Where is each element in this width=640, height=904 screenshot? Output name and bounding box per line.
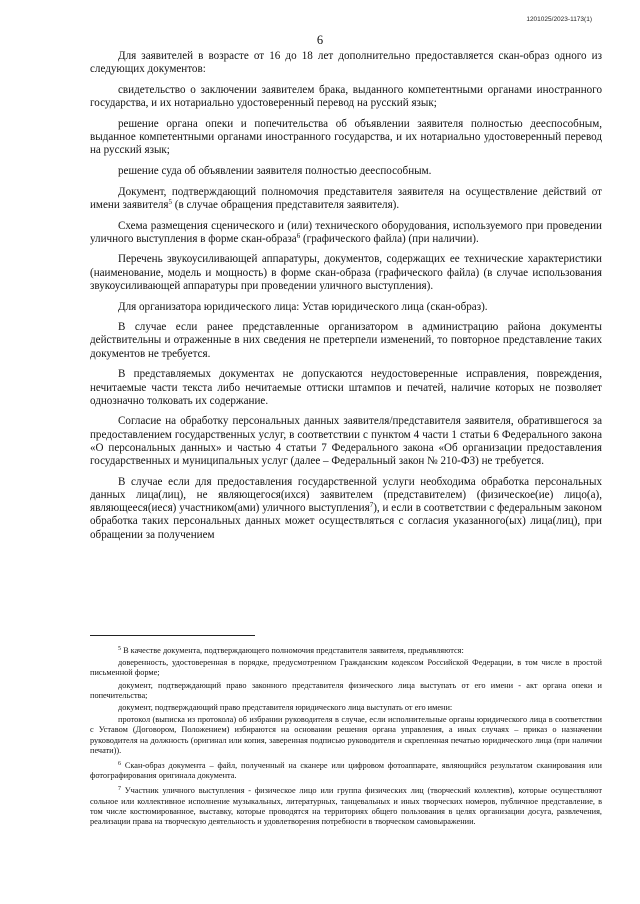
paragraph-equipment-scheme [90,220,602,246]
footnote-5-item: протокол (выписка из протокола) об избрании руководителя в случае, если исполнительные органы юридического лица в соответствии с Уставом (Договором, Положением) избираются на основании решения органа управления, а иных случаях – приказ о назначении руководителя на должность (оригинал или копия, заверенная подписью руководителя и скрепленная печатью юридического лица (при наличии печати)). [90,715,602,755]
paragraph-marriage-certificate: свидетельство о заключении заявителем брака, выданного компетентными органами иностранного государства, и их нотариально удостоверенный перевод на русский язык; [90,83,602,110]
footnotes [90,646,602,829]
paragraph-tail: (графического файла) (при наличии). [300,232,479,245]
footnote-separator [90,635,255,636]
page-number: 6 [316,33,324,47]
paragraph-sound-equipment-list: Перечень звукоусиливающей аппаратуры, документов, содержащих ее технические характеристики (наименование, модель и мощность) в форме скан-образа (графического файла) (в случае использования звукоусиливающей аппаратуры при проведении уличного выступления). [90,253,602,292]
paragraph-text: В случае если для предоставления государственной услуги необходима обработка персональных данных лица(лиц), не являющегося(ихся) заявителем (представителем) (физическое(ие) лицо(а), являющееся(иеся) участником(ами) уличного выступления [90,475,602,515]
paragraph-tail: (в случае обращения представителя заявителя). [172,198,400,211]
footnote-5 [90,646,602,656]
paragraph-text: Документ, подтверждающий полномочия представителя заявителя на осуществление действий от имени заявителя [90,185,602,211]
footnote-ref-5: 5 [168,197,173,206]
footnote-6 [90,761,602,781]
footnote-text: В качестве документа, подтверждающего полномочия представителя заявителя, предъявляются: [123,646,464,655]
paragraph-personal-data-consent: Согласие на обработку персональных данных заявителя/представителя заявителя, обратившегося за предоставлением государственных услуг, в соответствии с пунктом 4 части 1 статьи 6 Федерального закона «О персональных данных» и частью 4 статьи 7 Федерального закона «Об организации предоставления государственных и муниципальных услуг (далее – Федеральный закон № 210-ФЗ) не требуется. [90,415,602,468]
paragraph-third-party-data [90,476,602,542]
footnote-mark-5: 5 [118,646,121,652]
footnote-ref-6: 6 [296,231,301,240]
paragraph-legal-entity-charter: Для организатора юридического лица: Устав юридического лица (скан-образ). [118,300,488,313]
footnote-mark-7: 7 [118,786,121,793]
footnote-5-item: доверенность, удостоверенная в порядке, предусмотренном Гражданским кодексом Российской Федерации, в том числе в простой письменной форме; [90,658,602,678]
footnote-text: Скан-образ документа – файл, полученный на сканере или цифровом фотоаппарате, являющийся результатом сканирования или фотографирования оригинала документа. [90,761,602,781]
paragraph-no-corrections: В представляемых документах не допускаются неудостоверенные исправления, повреждения, нечитаемые части текста либо нечитаемые оттиски штампов и печатей, наличие которых не позволяет однозначно толковать их содержание. [90,368,602,407]
paragraph-court-decision: решение суда об объявлении заявителя полностью дееспособным. [118,164,432,177]
footnote-5-item: документ, подтверждающий право законного представителя физического лица выступать от его имени - акт органа опеки и попечительства; [90,680,602,700]
document-registry-number: 1201025/2023-1173(1) [526,16,592,23]
footnote-7 [90,786,602,827]
paragraph-guardianship-decision: решение органа опеки и попечительства об объявлении заявителя полностью дееспособным, выданное компетентными органами иностранного государства, и их нотариально удостоверенный перевод на русский язык; [90,117,602,157]
footnote-mark-6: 6 [118,761,121,768]
paragraph-tail: ), и если в соответствии с федеральным законом обработка таких персональных данных может осуществляться с согласия указанного(ых) лица(лиц), при обращении за получением [90,502,602,541]
footnote-ref-7: 7 [369,501,374,510]
paragraph-previous-documents: В случае если ранее представленные организатором в администрацию района документы действительны и отраженные в них сведения не претерпели изменений, то повторное представление таких документов не требуется. [90,321,602,360]
footnote-5-item: документ, подтверждающий право представителя юридического лица выступать от его имени: [118,703,453,713]
document-body [90,50,602,549]
paragraph-minors-intro: Для заявителей в возрасте от 16 до 18 лет дополнительно предоставляется скан-образ одного из следующих документов: [90,50,602,76]
footnote-text: Участник уличного выступления - физическое лицо или группа физических лиц (творческий коллектив), которые осуществляют сольное или коллективное исполнение музыкальных, литературных, танцевальных и иных творческих номеров, публичное представление, в том числе костюмированное, выставку, которые проводятся на территориях общего пользования в целях организации досуга, развлечения, реализации права на творческую деятельность и удовлетворения потребности в творческом самовыражении. [90,786,602,827]
paragraph-representative-authority [90,186,602,212]
paragraph-text: Схема размещения сценического и (или) технического оборудования, используемого при проведении уличного выступления в форме скан-образа [90,219,602,245]
